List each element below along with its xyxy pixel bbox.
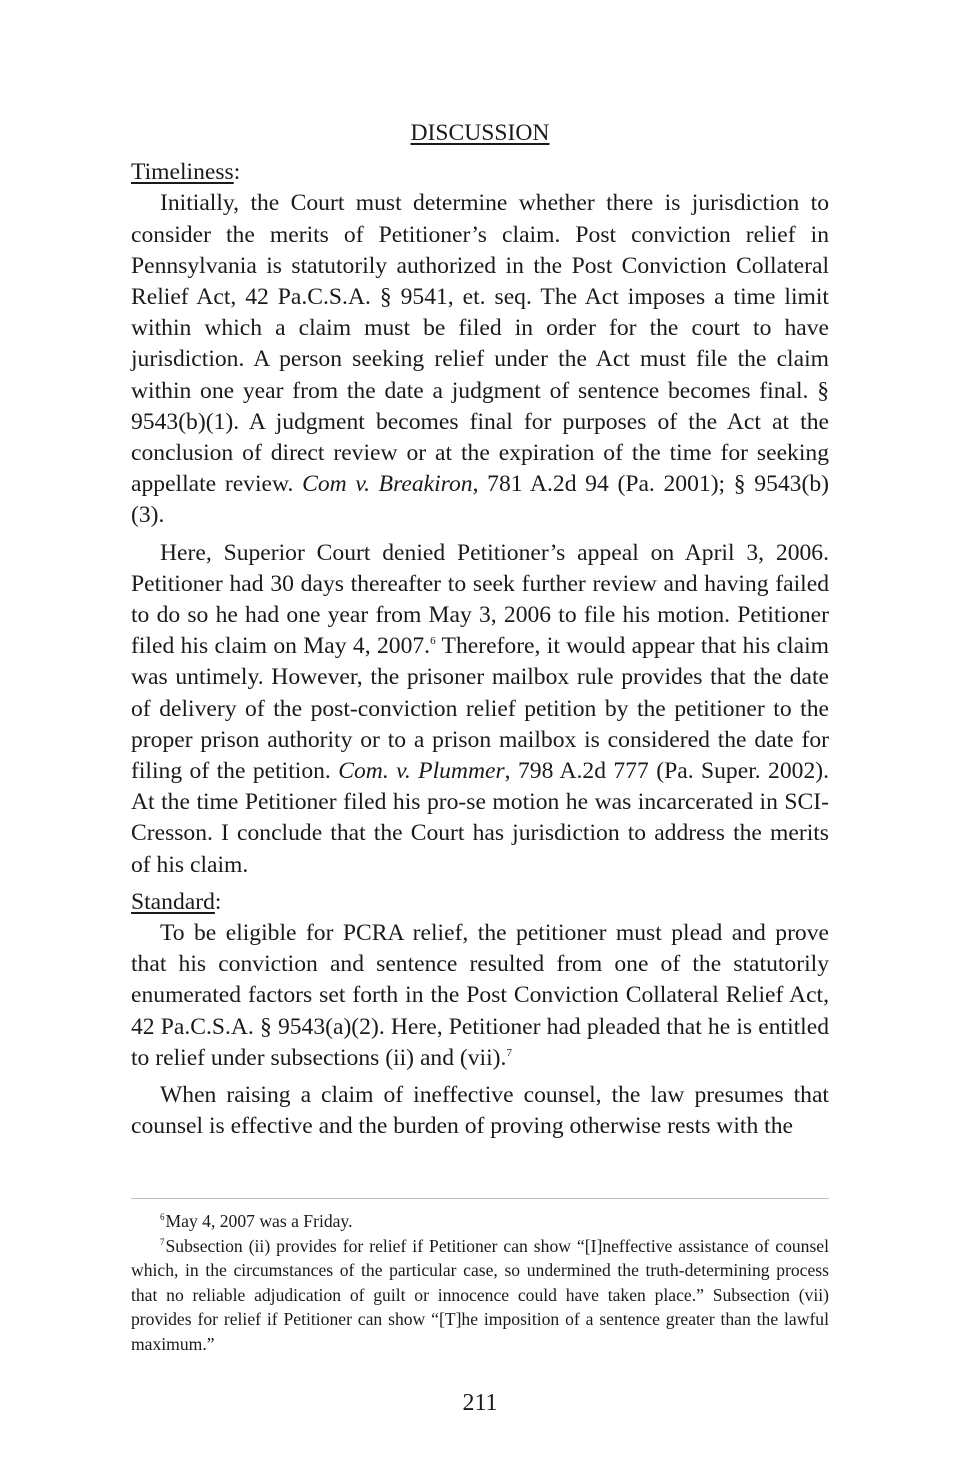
heading-text: DISCUSSION — [410, 120, 550, 146]
subheading-colon: : — [214, 888, 222, 915]
page-body — [131, 118, 829, 1149]
subheading-standard — [131, 887, 829, 918]
footnote-number: 6 — [160, 1212, 165, 1222]
subheading-standard-text: Standard — [131, 888, 215, 915]
footnote-ref: 6 — [430, 635, 436, 648]
subheading-timeliness-text: Timeliness — [131, 159, 234, 186]
footnote-text: Subsection (ii) provides for relief if Petitioner can show “[I]neffective assistance of counsel which, in the circumstances of the particular case, so undermined the truth-determining process that no reliable adjudication of guilt or innocence could have taken place.” Subsection (vii) provides for relief if Petitioner can show “[T]he imposition of a sentence greater than the lawful maximum.” — [131, 1235, 829, 1354]
paragraph-standard-1 — [131, 918, 829, 1074]
footnote-text: May 4, 2007 was a Friday. — [165, 1211, 353, 1231]
paragraph-text: To be eligible for PCRA relief, the petitioner must plead and prove that his conviction and sentence resulted from one of the statutorily enumerated factors set forth in the Post Conviction Collateral Relief Act, 42 Pa.C.S.A. § 9543(a)(2). Here, Petitioner had pleaded that he is entitled to relief under subsections (ii) and (vii). — [131, 920, 829, 1071]
footnote-divider — [131, 1198, 829, 1199]
page-number: 211 — [462, 1390, 498, 1416]
section-heading — [131, 118, 829, 149]
case-citation: Com v. Breakiron — [302, 471, 473, 498]
subheading-colon: : — [233, 159, 241, 186]
paragraph-text: When raising a claim of ineffective counsel, the law presumes that counsel is effective and the burden of proving otherwise rests with the — [131, 1082, 829, 1140]
subheading-timeliness — [131, 157, 829, 188]
paragraph-text: , 781 A.2d 94 (Pa. 2001); § 9543(b)(3). — [131, 471, 829, 529]
paragraph-text: Initially, the Court must determine whether there is jurisdiction to consider the merits of Petitioner’s claim. Post conviction relief in Pennsylvania is statutorily authorized in the Post Conviction Collateral Relief Act, 42 Pa.C.S.A. § 9541, et. seq. The Act imposes a time limit within which a claim must be filed in order for the court to have jurisdiction. A person seeking relief under the Act must file the claim within one year from the date a judgment of sentence becomes final. § 9543(b)(1). A judgment becomes final for purposes of the Act at the conclusion of direct review or at the expiration of the time for seeking appellate review. — [131, 190, 829, 498]
footnote-7 — [131, 1234, 829, 1357]
paragraph-standard-2 — [131, 1080, 829, 1142]
footnotes — [131, 1209, 829, 1357]
paragraph-text: Here, Superior Court denied Petitioner’s appeal on April 3, 2006. Petitioner had 30 days thereafter to seek further review and having failed to do so he had one year from May 3, 2006 to file his motion. Petitioner filed his claim on May 4, 2007. — [131, 539, 829, 660]
footnote-number: 7 — [160, 1236, 165, 1247]
paragraph-timeliness-1 — [131, 188, 829, 531]
footnote-6 — [131, 1209, 829, 1234]
paragraph-timeliness-2 — [131, 538, 829, 881]
paragraph-text: , 798 A.2d 777 (Pa. Super. 2002). At the time Petitioner filed his pro-se motion he was incarcerated in SCI-Cresson. I conclude that the Court has jurisdiction to address the merits of his claim. — [131, 758, 830, 878]
footnote-ref: 7 — [506, 1046, 512, 1059]
case-citation: Com. v. Plummer — [338, 758, 505, 785]
paragraph-text: Therefore, it would appear that his claim was untimely. However, the prisoner mailbox rule provides that the date of delivery of the post-conviction relief petition by the petitioner to the proper prison authority or to a prison mailbox is considered the date for filing of the petition. — [131, 633, 829, 785]
